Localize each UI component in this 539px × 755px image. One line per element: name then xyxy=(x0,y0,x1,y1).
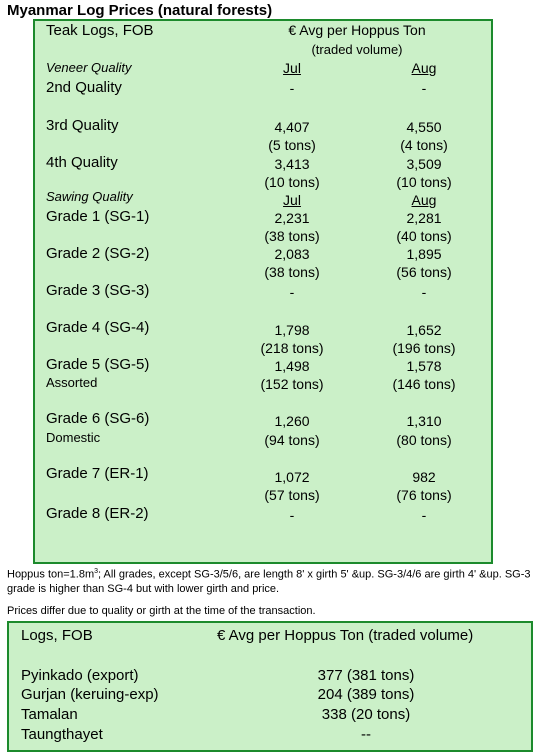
aug-volume: (80 tons) xyxy=(396,432,452,448)
teak-header-left: Teak Logs, FOB xyxy=(46,22,154,39)
veneer-quality-label: Veneer Quality xyxy=(46,60,132,75)
row-label: 2nd Quality xyxy=(46,79,122,96)
aug-volume: (4 tons) xyxy=(400,137,448,153)
aug-volume: (196 tons) xyxy=(392,340,456,356)
logs-row-value: -- xyxy=(361,726,371,743)
jul-price: 1,498 xyxy=(274,358,310,374)
row-label: Grade 1 (SG-1) xyxy=(46,208,150,225)
jul-volume: (152 tons) xyxy=(260,376,324,392)
hoppus-note xyxy=(7,565,537,596)
row-label: Grade 5 (SG-5) xyxy=(46,356,150,373)
aug-price: 4,550 xyxy=(406,119,442,135)
jul-volume: (5 tons) xyxy=(268,137,316,153)
jul-price: 3,413 xyxy=(274,156,310,172)
aug-price: 1,578 xyxy=(406,358,442,374)
aug-price: 3,509 xyxy=(406,156,442,172)
teak-header-right-sub: (traded volume) xyxy=(311,42,403,57)
row-label: Grade 3 (SG-3) xyxy=(46,282,150,299)
jul-price: - xyxy=(289,507,295,523)
jul-price: 2,083 xyxy=(274,246,310,262)
col-aug-header: Aug xyxy=(411,60,437,76)
teak-header-right: € Avg per Hoppus Ton xyxy=(288,22,426,38)
logs-row-value: 377 (381 tons) xyxy=(317,667,415,684)
jul-price: 1,260 xyxy=(274,413,310,429)
jul-volume: (10 tons) xyxy=(264,174,320,190)
hoppus-note-pre: Hoppus ton=1.8m xyxy=(7,568,95,581)
col-aug-header: Aug xyxy=(411,192,437,208)
row-label: Grade 6 (SG-6) xyxy=(46,410,150,427)
sawing-quality-label: Sawing Quality xyxy=(46,189,133,204)
aug-volume: (10 tons) xyxy=(396,174,452,190)
col-jul-header: Jul xyxy=(283,60,301,76)
jul-volume: (57 tons) xyxy=(264,487,320,503)
logs-row-label: Tamalan xyxy=(21,706,78,723)
prices-note: Prices differ due to quality or girth at the time of the transaction. xyxy=(7,605,316,617)
col-jul-header: Jul xyxy=(283,192,301,208)
row-label: Grade 2 (SG-2) xyxy=(46,245,150,262)
page-title: Myanmar Log Prices (natural forests) xyxy=(7,2,273,19)
jul-price: 1,072 xyxy=(274,469,310,485)
aug-volume: (40 tons) xyxy=(396,228,452,244)
logs-header-right: € Avg per Hoppus Ton (traded volume) xyxy=(217,627,474,644)
jul-price: 2,231 xyxy=(274,210,310,226)
jul-volume: (218 tons) xyxy=(260,340,324,356)
row-note: Assorted xyxy=(46,375,98,390)
aug-volume: (56 tons) xyxy=(396,264,452,280)
row-label: 3rd Quality xyxy=(46,117,119,134)
jul-price: - xyxy=(289,284,295,300)
aug-price: - xyxy=(421,507,427,523)
row-label: Grade 4 (SG-4) xyxy=(46,319,150,336)
aug-volume: (146 tons) xyxy=(392,376,456,392)
logs-row-label: Taungthayet xyxy=(21,726,103,743)
row-label: Grade 7 (ER-1) xyxy=(46,465,149,482)
jul-price: - xyxy=(289,80,295,96)
jul-price: 4,407 xyxy=(274,119,310,135)
aug-price: 2,281 xyxy=(406,210,442,226)
aug-price: 1,652 xyxy=(406,322,442,338)
aug-volume: (76 tons) xyxy=(396,487,452,503)
aug-price: 982 xyxy=(412,469,436,485)
jul-volume: (94 tons) xyxy=(264,432,320,448)
row-note: Domestic xyxy=(46,430,101,445)
row-label: 4th Quality xyxy=(46,154,118,171)
jul-volume: (38 tons) xyxy=(264,228,320,244)
aug-price: 1,895 xyxy=(406,246,442,262)
aug-price: - xyxy=(421,80,427,96)
logs-header-left: Logs, FOB xyxy=(21,627,93,644)
row-label: Grade 8 (ER-2) xyxy=(46,505,149,522)
aug-price: 1,310 xyxy=(406,413,442,429)
logs-row-label: Pyinkado (export) xyxy=(21,667,139,684)
hoppus-note-post: ; All grades, except SG-3/5/6, are length 8' x girth 5' &up. SG-3/4/6 are girth 4' &up. SG-3 grade is higher than SG-4 but with lower girth and price. xyxy=(7,568,531,595)
jul-volume: (38 tons) xyxy=(264,264,320,280)
logs-row-value: 338 (20 tons) xyxy=(321,706,411,723)
logs-row-label: Gurjan (keruing-exp) xyxy=(21,686,159,703)
aug-price: - xyxy=(421,284,427,300)
hoppus-note-sup: 3 xyxy=(94,568,99,575)
logs-row-value: 204 (389 tons) xyxy=(317,686,415,703)
jul-price: 1,798 xyxy=(274,322,310,338)
